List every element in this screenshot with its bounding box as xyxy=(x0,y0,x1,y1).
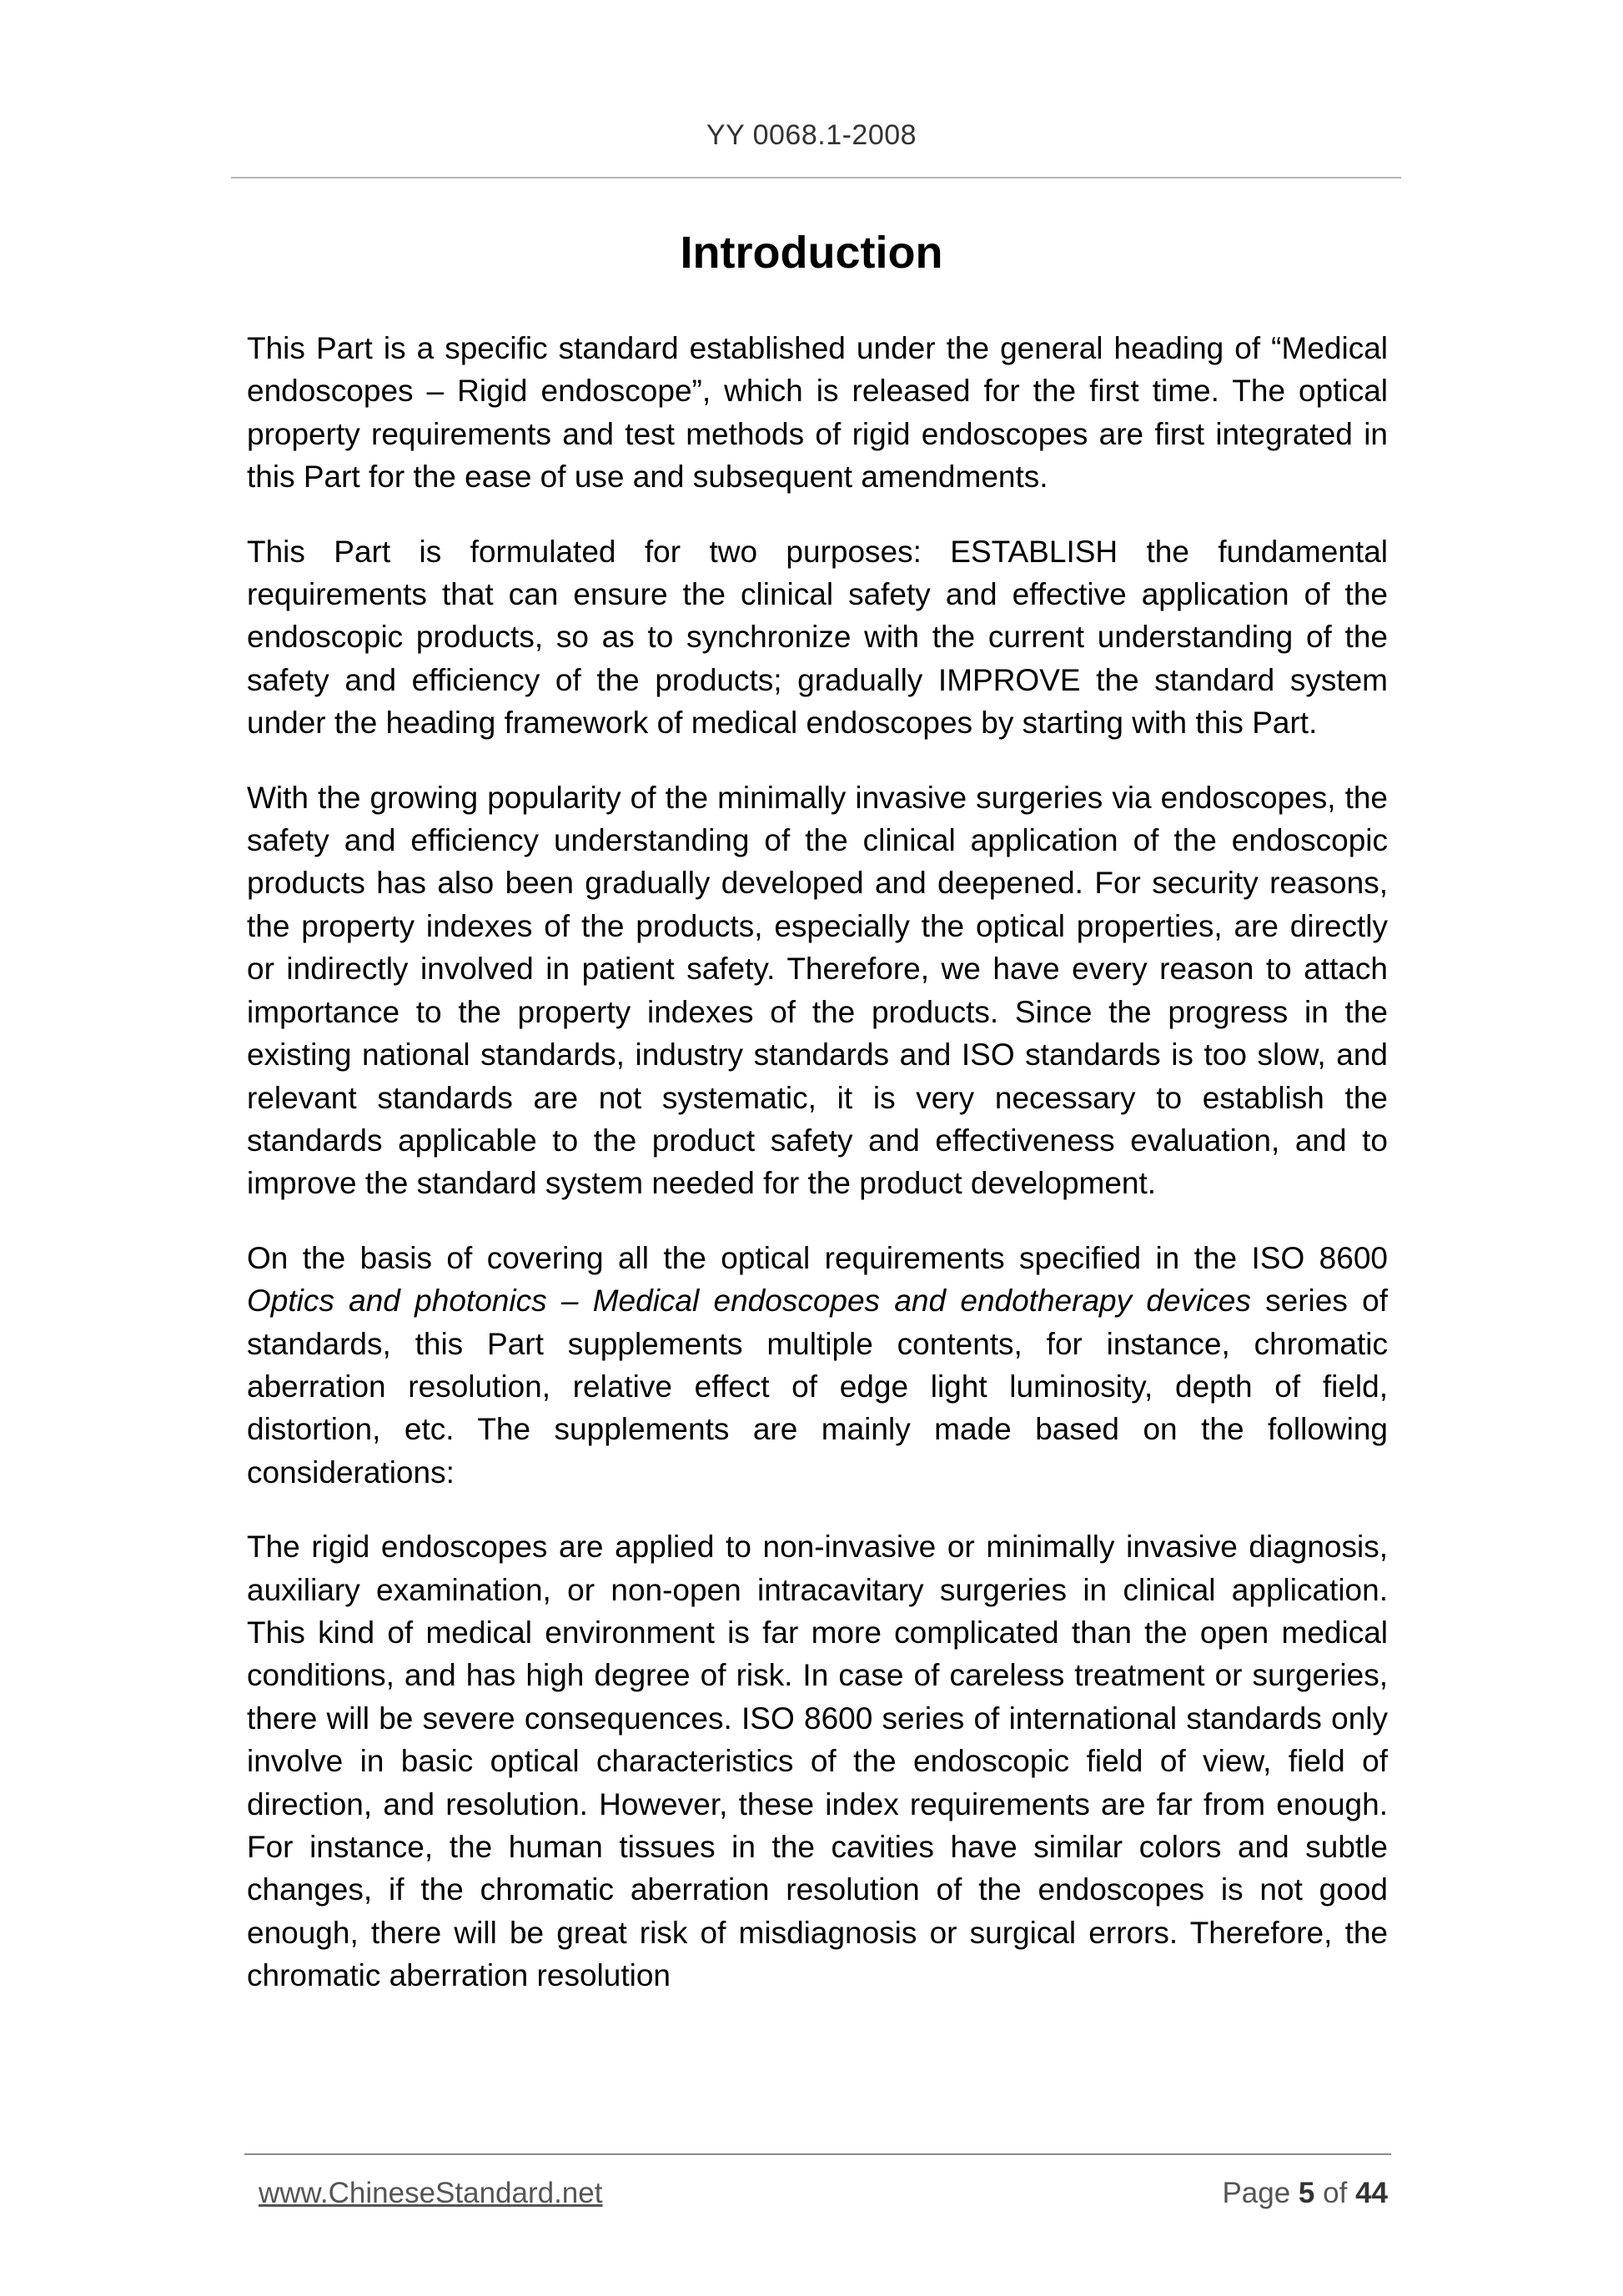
document-code-header: YY 0068.1-2008 xyxy=(706,119,917,151)
document-body xyxy=(247,327,1388,2029)
page-of: of xyxy=(1323,2177,1348,2209)
paragraph-3: With the growing popularity of the minimally invasive surgeries via endoscopes, the safety and efficiency understanding of the clinical application of the endoscopic products has also been gradually developed and deepened. For security reasons, the property indexes of the products, especially the optical properties, are directly or indirectly involved in patient safety. Therefore, we have every reason to attach importance to the property indexes of the products. Since the progress in the existing national standards, industry standards and ISO standards is too slow, and relevant standards are not systematic, it is very necessary to establish the standards applicable to the product safety and effectiveness evaluation, and to improve the standard system needed for the product development. xyxy=(247,780,1388,1201)
footer-page-number xyxy=(1222,2177,1388,2210)
paragraph-4-italic-title: Optics and photonics – Medical endoscopes and endotherapy devices xyxy=(247,1284,1251,1319)
paragraph-4-text-after: series of standards, this Part supplements multiple contents, for instance, chromatic aberration resolution, relative effect of edge light luminosity, depth of field, distortion, etc. The supplements are mainly made based on the following considerations: xyxy=(247,1284,1388,1490)
footer-divider xyxy=(244,2153,1391,2155)
paragraph-4-text-before: On the basis of covering all the optical requirements specified in the ISO 8600 xyxy=(247,1240,1388,1275)
page-total: 44 xyxy=(1355,2177,1388,2209)
footer-website-link[interactable]: www.ChineseStandard.net xyxy=(259,2177,603,2209)
paragraph-4 xyxy=(247,1237,1388,1494)
page-prefix: Page xyxy=(1222,2177,1291,2209)
paragraph-1: This Part is a specific standard established under the general heading of “Medical endoscopes – Rigid endoscope”, which is released for the first time. The optical property requirements and test methods of rigid endoscopes are first integrated in this Part for the ease of use and subsequent amendments. xyxy=(247,331,1388,495)
paragraph-5: The rigid endoscopes are applied to non-invasive or minimally invasive diagnosis, auxiliary examination, or non-open intracavitary surgeries in clinical application. This kind of medical environment is far more complicated than the open medical conditions, and has high degree of risk. In case of careless treatment or surgeries, there will be severe consequences. ISO 8600 series of international standards only involve in basic optical characteristics of the endoscopic field of view, field of direction, and resolution. However, these index requirements are far from enough. For instance, the human tissues in the cavities have similar colors and subtle changes, if the chromatic aberration resolution of the endoscopes is not good enough, there will be great risk of misdiagnosis or surgical errors. Therefore, the chromatic aberration resolution xyxy=(247,1530,1388,1993)
header-divider xyxy=(231,177,1401,178)
page-current: 5 xyxy=(1298,2177,1315,2209)
page-title: Introduction xyxy=(680,228,943,278)
paragraph-2: This Part is formulated for two purposes: ESTABLISH the fundamental requirements that can ensure the clinical safety and effective application of the endoscopic products, so as to synchronize with the current understanding of the safety and efficiency of the products; gradually IMPROVE the standard system under the heading framework of medical endoscopes by starting with this Part. xyxy=(247,534,1388,741)
